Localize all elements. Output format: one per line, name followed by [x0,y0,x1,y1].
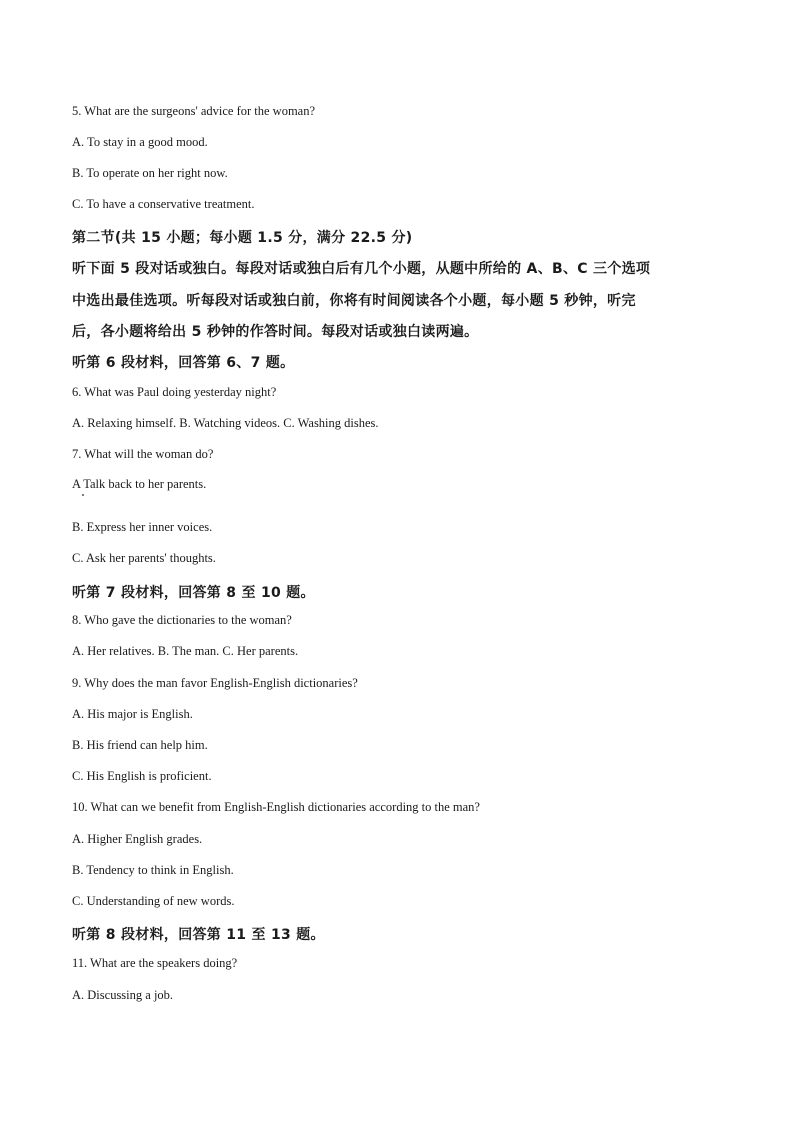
q7-option-c: C. Ask her parents' thoughts. [72,551,216,565]
question-8: 8. Who gave the dictionaries to the woman? [72,613,292,627]
question-9: 9. Why does the man favor English-English dictionaries? [72,676,358,690]
material-7-heading: 听第 7 段材料，回答第 8 至 10 题。 [72,585,315,601]
stray-dot-mark [82,494,84,496]
q5-option-b: B. To operate on her right now. [72,166,228,180]
question-6: 6. What was Paul doing yesterday night? [72,385,277,399]
question-7: 7. What will the woman do? [72,447,214,461]
q10-option-b: B. Tendency to think in English. [72,863,234,877]
q5-option-c: C. To have a conservative treatment. [72,197,255,211]
question-10: 10. What can we benefit from English-English dictionaries according to the man? [72,800,480,814]
q6-options: A. Relaxing himself. B. Watching videos. C. Washing dishes. [72,416,379,430]
q11-option-a: A. Discussing a job. [72,988,174,1002]
instructions-line-2: 中选出最佳选项。听每段对话或独白前，你将有时间阅读各个小题，每小题 5 秒钟，听完 [72,293,636,309]
instructions-line-3: 后，各小题将给出 5 秒钟的作答时间。每段对话或独白读两遍。 [72,324,479,340]
question-11: 11. What are the speakers doing? [72,956,238,970]
section-heading: 第二节(共 15 小题；每小题 1.5 分，满分 22.5 分) [72,230,413,246]
q10-option-a: A. Higher English grades. [72,832,203,846]
q9-option-b: B. His friend can help him. [72,738,208,752]
q5-option-a: A. To stay in a good mood. [72,135,208,149]
material-8-heading: 听第 8 段材料，回答第 11 至 13 题。 [72,927,325,943]
material-6-heading: 听第 6 段材料，回答第 6、7 题。 [72,355,295,371]
q10-option-c: C. Understanding of new words. [72,894,235,908]
q9-option-a: A. His major is English. [72,707,193,721]
q8-options: A. Her relatives. B. The man. C. Her parents. [72,644,299,658]
q7-option-b: B. Express her inner voices. [72,520,213,534]
q7-option-a: A Talk back to her parents. [72,477,207,491]
question-5: 5. What are the surgeons' advice for the woman? [72,104,316,118]
q9-option-c: C. His English is proficient. [72,769,212,783]
instructions-line-1: 听下面 5 段对话或独白。每段对话或独白后有几个小题，从题中所给的 A、B、C 三个选项 [72,261,651,277]
